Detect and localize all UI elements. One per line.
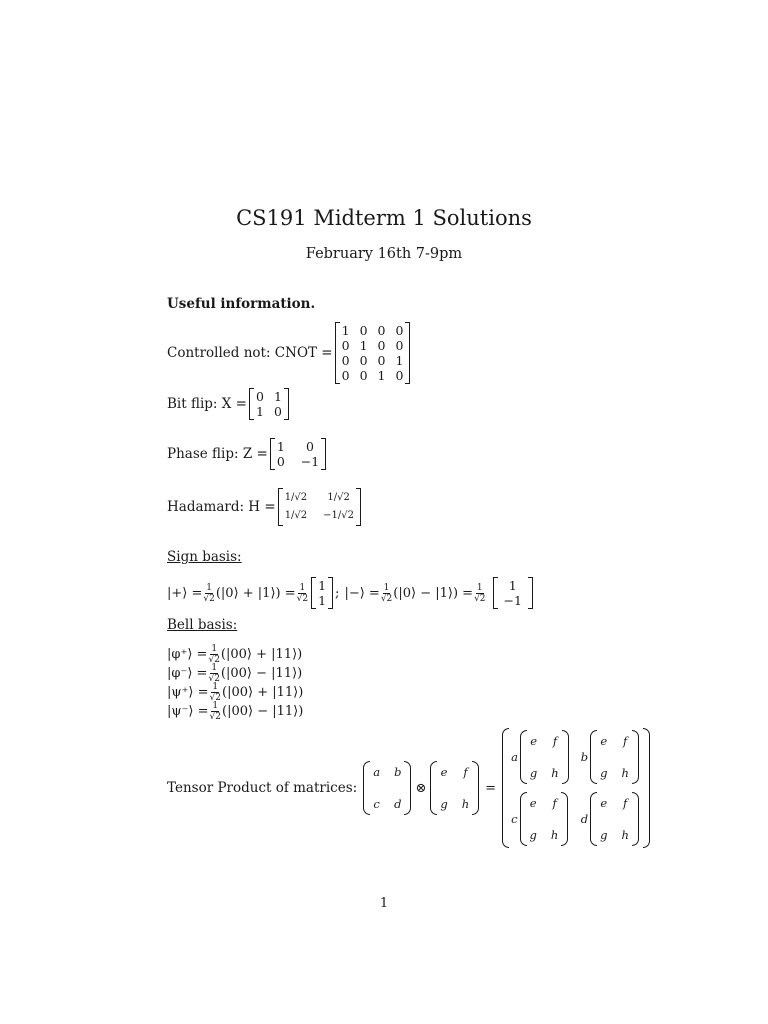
minus-state-expansion: (|0⟩ − |1⟩) = [393,585,474,601]
hadamard-definition [167,488,363,526]
bitflip-matrix: 0 1 1 0 [249,388,289,420]
inv-sqrt2-fraction: $\frac{1}{√2}$ [474,582,486,604]
matrix-A: a b c d [363,761,411,815]
minus-state-lhs: |−⟩ = [344,585,380,601]
bitflip-definition [167,388,291,420]
block-dB: d e f g h [581,792,641,846]
tensor-result-matrix [502,728,650,848]
phaseflip-matrix: 1 0 0 −1 [270,438,326,470]
useful-info-heading: Useful information. [167,296,316,312]
phaseflip-label: Phase flip: Z = [167,446,268,462]
hadamard-matrix: 1/√2 1/√2 1/√2 −1/√2 [278,488,361,526]
bell-state-phi-plus: |φ⁺⟩ = $\frac{1}{√2}$ (|00⟩ + |11⟩) [167,644,303,665]
plus-state-expansion: (|0⟩ + |1⟩) = [215,585,296,601]
phaseflip-definition [167,438,328,470]
cnot-definition [167,322,412,384]
bell-state-psi-minus: |ψ⁻⟩ = $\frac{1}{√2}$ (|00⟩ − |11⟩) [167,701,304,722]
cnot-matrix: 1 0 0 0 0 1 0 0 0 0 0 1 0 0 1 0 [335,322,411,384]
page-number: 1 [379,896,389,911]
inv-sqrt2-fraction: $\frac{1}{√2}$ [296,582,309,604]
exam-date: February 16th 7-9pm [305,246,463,262]
plus-state-lhs: |+⟩ = [167,585,203,601]
sign-basis-equations [167,577,535,609]
basis-separator: ; [335,585,340,601]
inv-sqrt2-fraction: $\frac{1}{√2}$ [203,582,215,604]
block-aB: a e f g h [511,730,571,784]
block-cB: c e f g h [511,792,571,846]
sign-basis-heading: Sign basis: [167,549,242,565]
matrix-B: e f g h [430,761,479,815]
inv-sqrt2-fraction: $\frac{1}{√2}$ [380,582,393,604]
page-title: CS191 Midterm 1 Solutions [236,206,532,230]
plus-state-vector: 1 1 [311,577,333,609]
equals-symbol: = [485,780,497,796]
otimes-symbol: ⊗ [415,780,427,796]
bell-state-phi-minus: |φ⁻⟩ = $\frac{1}{√2}$ (|00⟩ − |11⟩) [167,663,303,684]
tensor-label: Tensor Product of matrices: [167,780,358,796]
block-bB: b e f g h [581,730,641,784]
minus-state-vector: 1 −1 [493,577,533,609]
hadamard-label: Hadamard: H = [167,499,276,515]
tensor-product-definition [167,734,652,842]
bell-state-psi-plus: |ψ⁺⟩ = $\frac{1}{√2}$ (|00⟩ + |11⟩) [167,682,304,703]
bell-basis-list [167,645,303,721]
bitflip-label: Bit flip: X = [167,396,247,412]
cnot-label: Controlled not: CNOT = [167,345,333,361]
bell-basis-heading: Bell basis: [167,617,238,633]
